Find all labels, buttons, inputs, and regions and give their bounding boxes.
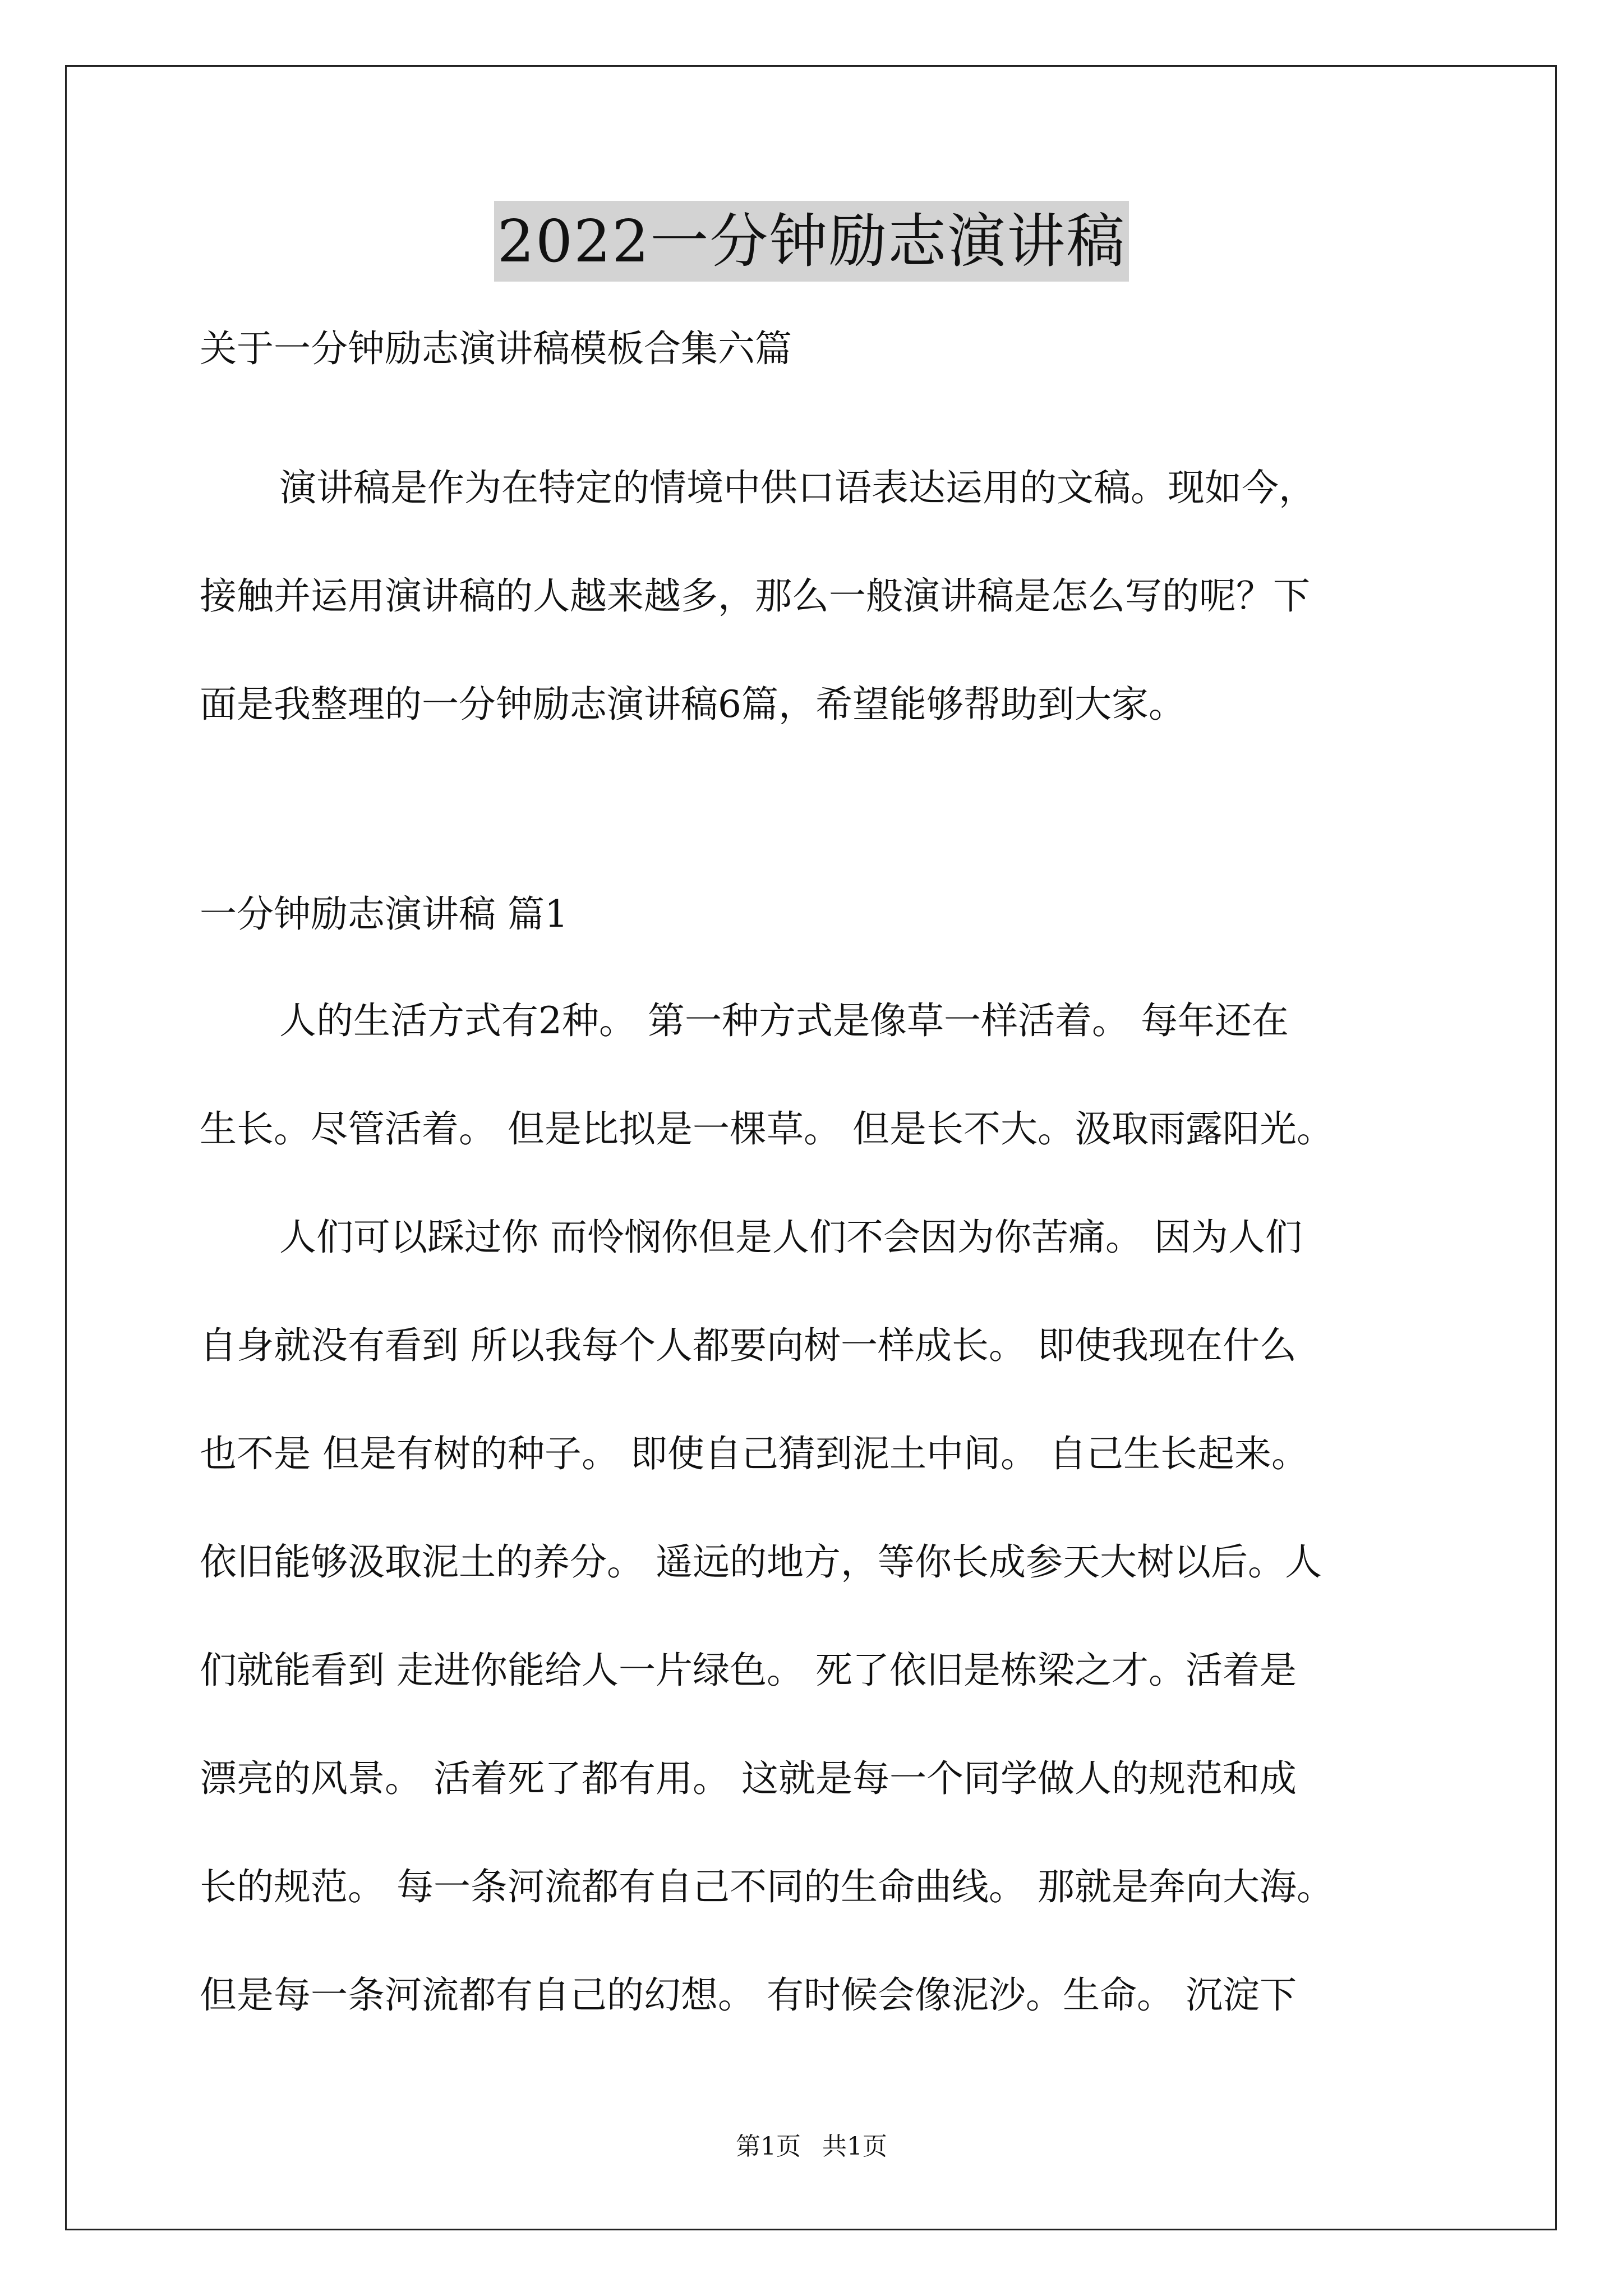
page-total: 共1页 <box>822 2132 887 2161</box>
intro-line: 演讲稿是作为在特定的情境中供口语表达运用的文稿。现如今， <box>279 466 1316 509</box>
body-line: 人的生活方式有2种。 第一种方式是像草一样活着。 每年还在 <box>279 999 1289 1042</box>
intro-line: 接触并运用演讲稿的人越来越多，那么一般演讲稿是怎么写的呢？下 <box>200 574 1310 618</box>
body-line: 也不是 但是有树的种子。 即使自己猜到泥土中间。 自己生长起来。 <box>200 1432 1308 1475</box>
page-footer <box>0 2126 1623 2162</box>
title-wrap <box>0 201 1623 282</box>
section-heading-text: 一分钟励志演讲稿 篇1 <box>200 892 568 936</box>
body-line: 漂亮的风景。 活着死了都有用。 这就是每一个同学做人的规范和成 <box>200 1757 1297 1800</box>
page-number: 第1页 <box>736 2132 801 2161</box>
body-line: 人们可以踩过你 而怜悯你但是人们不会因为你苦痛。 因为人们 <box>279 1216 1302 1259</box>
body-line: 长的规范。 每一条河流都有自己不同的生命曲线。 那就是奔向大海。 <box>200 1865 1334 1908</box>
body-line: 们就能看到 走进你能给人一片绿色。 死了依旧是栋梁之才。活着是 <box>200 1649 1297 1692</box>
body-line: 自身就没有看到 所以我每个人都要向树一样成长。 即使我现在什么 <box>200 1324 1297 1367</box>
subtitle-line: 关于一分钟励志演讲稿模板合集六篇 <box>200 327 792 370</box>
body-line: 依旧能够汲取泥土的养分。 遥远的地方，等你长成参天大树以后。人 <box>200 1540 1322 1584</box>
document-title: 2022一分钟励志演讲稿 <box>494 201 1129 282</box>
body-line: 生长。尽管活着。 但是比拟是一棵草。 但是长不大。汲取雨露阳光。 <box>200 1107 1334 1151</box>
body-line: 但是每一条河流都有自己的幻想。 有时候会像泥沙。生命。 沉淀下 <box>200 1973 1297 2017</box>
intro-line: 面是我整理的一分钟励志演讲稿6篇，希望能够帮助到大家。 <box>200 683 1186 726</box>
